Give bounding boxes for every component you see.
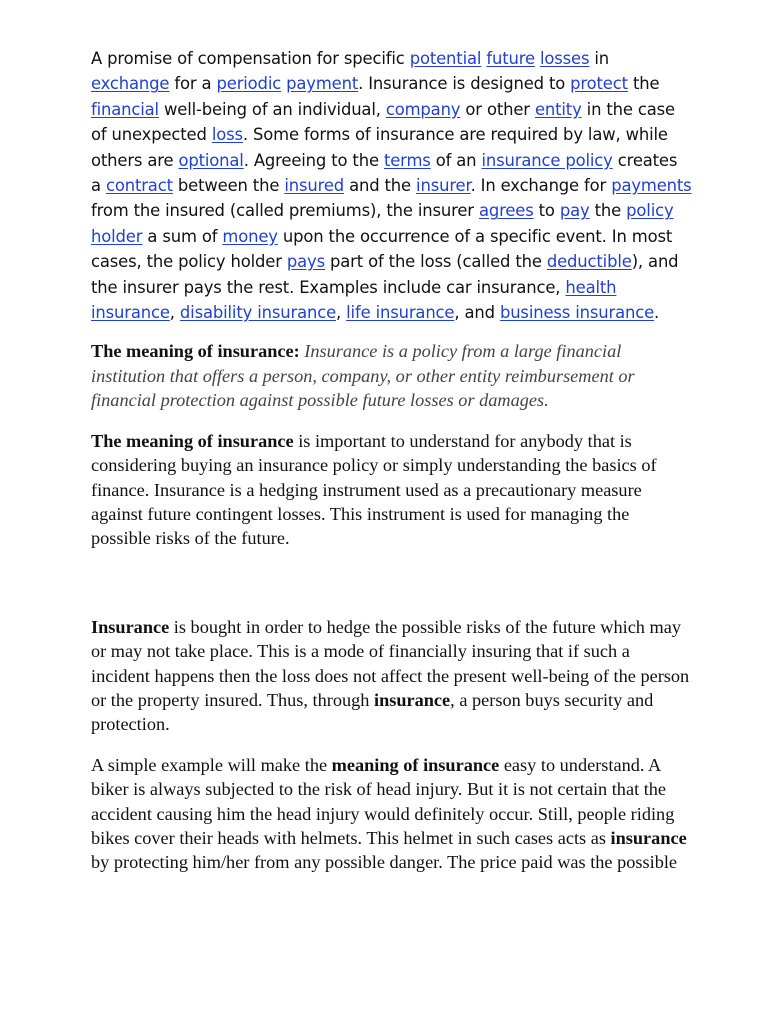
bold-phrase: meaning of insurance bbox=[331, 754, 500, 775]
text-run: to bbox=[533, 201, 560, 221]
text-run: , bbox=[169, 303, 180, 323]
link-life-insurance[interactable]: life insurance bbox=[346, 303, 455, 323]
link-protect[interactable]: protect bbox=[570, 74, 628, 94]
text-run: easy to understand. A biker is always subjected to the risk of head injury. But it is not certain that the accident causing him the head injury would definitely occur. Still, people riding bikes cover their heads with helmets. This helmet in such cases acts as bbox=[91, 754, 675, 848]
link-pays[interactable]: pays bbox=[286, 252, 325, 272]
definition-paragraph bbox=[91, 339, 692, 412]
text-run: , bbox=[336, 303, 347, 323]
link-money[interactable]: money bbox=[222, 226, 278, 246]
link-payments[interactable]: payments bbox=[611, 176, 692, 196]
text-run: and the bbox=[344, 176, 417, 196]
text-run: ), and the insurer pays the rest. Examples include car insurance, bbox=[91, 252, 679, 297]
bold-phrase: insurance bbox=[610, 827, 687, 848]
link-holder[interactable]: holder bbox=[91, 226, 143, 246]
text-run: . Some forms of insurance are required by law, while others are bbox=[91, 125, 668, 170]
meaning-paragraph bbox=[91, 429, 692, 551]
text-run: creates a bbox=[91, 150, 678, 196]
text-run: , and bbox=[454, 303, 500, 323]
intro-paragraph bbox=[91, 46, 692, 325]
text-run: between the bbox=[172, 176, 285, 196]
text-run: for a bbox=[169, 74, 217, 94]
link-payment[interactable]: payment bbox=[286, 74, 359, 94]
example-paragraph bbox=[91, 753, 692, 875]
link-contract[interactable]: contract bbox=[105, 176, 173, 196]
text-run: a sum of bbox=[142, 226, 223, 246]
text-run: well-being of an individual, bbox=[158, 99, 386, 119]
link-future[interactable]: future bbox=[486, 49, 535, 68]
text-run: in the case of unexpected bbox=[91, 99, 675, 145]
link-insurance-policy[interactable]: insurance policy bbox=[481, 150, 613, 170]
text-run: A simple example will make the bbox=[91, 754, 332, 775]
link-agrees[interactable]: agrees bbox=[478, 201, 534, 221]
hedge-paragraph bbox=[91, 615, 692, 737]
text-run: of an bbox=[430, 150, 482, 170]
link-insurer[interactable]: insurer bbox=[416, 176, 471, 196]
bold-phrase: Insurance bbox=[91, 616, 170, 637]
text-run: by protecting him/her from any possible danger. The price paid was the possible bbox=[91, 852, 678, 873]
text-run: from the insured (called premiums), the insurer bbox=[91, 201, 479, 221]
link-entity[interactable]: entity bbox=[534, 99, 582, 119]
text-run: . Insurance is designed to bbox=[358, 74, 571, 94]
link-optional[interactable]: optional bbox=[178, 150, 244, 170]
link-loss[interactable]: loss bbox=[211, 125, 243, 145]
link-terms[interactable]: terms bbox=[383, 150, 431, 170]
link-periodic[interactable]: periodic bbox=[216, 74, 282, 94]
definition-body: Insurance is a policy from a large financial institution that offers a person, company, or other entity reimbursement or financial protection against possible future losses or damages. bbox=[91, 341, 635, 411]
text-run: part of the loss (called the bbox=[324, 252, 547, 272]
text-run: or other bbox=[460, 99, 535, 119]
text-run: is important to understand for anybody that is considering buying an insurance policy or simply understanding the basics of finance. Insurance is a hedging instrument used as a precautionary measure against future contingent losses. This instrument is used for managing the possible risks of the future. bbox=[91, 430, 657, 549]
text-run: in bbox=[589, 49, 610, 68]
link-business-insurance[interactable]: business insurance bbox=[499, 303, 655, 323]
text-run: is bought in order to hedge the possible risks of the future which may or may not take place. This is a mode of financially insuring that if such a incident happens then the loss does not affect the present well-being of the person or the property insured. Thus, through bbox=[91, 616, 690, 710]
link-potential[interactable]: potential bbox=[409, 49, 482, 68]
link-financial[interactable]: financial bbox=[91, 99, 159, 119]
text-run: . In exchange for bbox=[470, 176, 612, 196]
definition-term: The meaning of insurance: bbox=[91, 341, 300, 362]
text-run: upon the occurrence of a specific event. In most cases, the policy holder bbox=[91, 226, 673, 272]
text-run: . bbox=[654, 303, 660, 323]
text-run: , a person buys security and protection. bbox=[91, 689, 654, 735]
text-run: the bbox=[627, 74, 660, 94]
bold-phrase: insurance bbox=[373, 689, 451, 710]
link-company[interactable]: company bbox=[385, 99, 461, 119]
paragraph-spacer bbox=[91, 567, 692, 615]
link-disability-insurance[interactable]: disability insurance bbox=[179, 303, 337, 323]
link-pay[interactable]: pay bbox=[559, 201, 590, 221]
link-exchange[interactable]: exchange bbox=[91, 74, 170, 94]
link-health-insurance[interactable]: health insurance bbox=[91, 277, 617, 323]
text-run: . Agreeing to the bbox=[243, 150, 384, 170]
link-insured[interactable]: insured bbox=[284, 176, 345, 196]
link-losses[interactable]: losses bbox=[539, 49, 590, 68]
bold-phrase: The meaning of insurance bbox=[91, 430, 294, 451]
link-deductible[interactable]: deductible bbox=[546, 252, 632, 272]
text-run: the bbox=[589, 201, 627, 221]
link-policy[interactable]: policy bbox=[626, 201, 674, 221]
text-run: A promise of compensation for specific bbox=[91, 49, 410, 68]
